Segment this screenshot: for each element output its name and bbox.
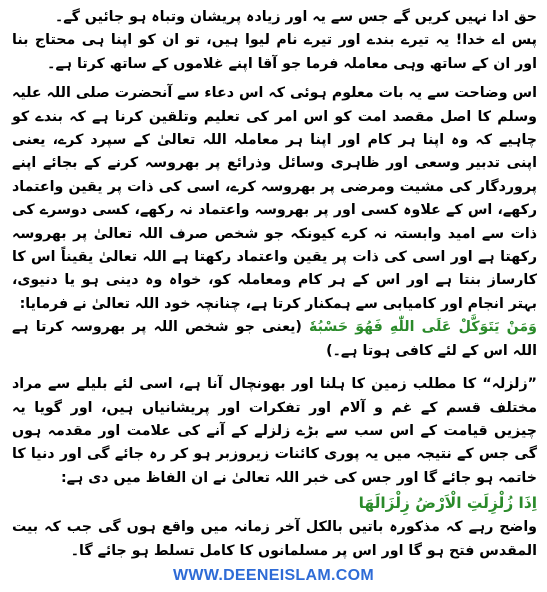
paragraph-5: واضح رہے کہ مذکورہ باتیں بالکل آخر زمانہ میں واقع ہوں گی جب کہ بیت المقدس فتح ہو گا اور اس پر مسلمانوں کا کامل تسلط ہو جائے گا۔ <box>12 519 537 559</box>
ayah-1-arabic: وَمَنْ يَتَوَكَّلْ عَلَى اللّٰهِ فَهُوَ حَسْبُهٗ <box>309 319 537 336</box>
ayah-1-block <box>12 316 537 363</box>
paragraph-1: حق ادا نہیں کریں گے جس سے یہ اور زیادہ پریشان وتباہ ہو جائیں گے۔ <box>54 9 537 25</box>
paragraph-2: پس اے خدا! یہ تیرے بندے اور تیرے نام لیوا ہیں، تو ان کو اپنا ہی محتاج بنا اور ان کے ساتھ وہی معاملہ فرما جو آقا اپنے غلاموں کے ساتھ کرتا ہے۔ <box>12 32 537 72</box>
paragraph-3: اس وضاحت سے یہ بات معلوم ہوئی کہ اس دعاء سے آنحضرت صلی اللہ علیہ وسلم کا اصل مقصد امت کو اس امر کی تعلیم وتلقین کرنا ہے کہ بندے کو چاہیے کہ وہ اپنا ہر کام اور اپنا ہر معاملہ اللہ تعالیٰ کے سپرد کرے، یعنی اپنی تدبیر وسعی اور ظاہری وسائل وذرائع پر بھروسہ کرنے کے بجائے اپنے پروردگار کی مشیت ومرضی پر بھروسہ کرے، اسی کی ذات پر یقین واعتماد رکھے، اس کے علاوہ کسی اور پر بھروسہ واعتماد نہ رکھے، کسی دوسرے کی ذات سے امید وابستہ نہ کرے کیونکہ جو شخص صرف اللہ تعالیٰ پر بھروسہ رکھتا ہے اور اسی کی ذات پر یقین واعتماد رکھتا ہے اللہ تعالیٰ یقیناً اس کا کارساز بنتا ہے اور اس کے ہر کام ومعاملہ کو، خواہ وہ دینی ہو یا دنیوی، بہتر انجام اور کامیابی سے ہمکنار کرتا ہے، چنانچہ خود اللہ تعالیٰ نے فرمایا: <box>12 85 537 312</box>
ayah-1-translation: (یعنی جو شخص اللہ پر بھروسہ کرتا ہے اللہ اس کے لئے کافی ہوتا ہے۔) <box>12 319 537 359</box>
ayah-2-arabic: اِذَا زُلْزِلَتِ الْاَرْضُ زِلْزَالَهَا <box>358 494 537 513</box>
paragraph-4: ”زلزلہ“ کا مطلب زمین کا ہلنا اور بھونچال آنا ہے، اسی لئے بلیلے سے مراد مختلف قسم کے غم و آلام اور تفکرات اور پریشانیاں ہیں، اور گویا یہ چیزیں قیامت کے اس سب سے بڑے زلزلے کے آنے کی علامت اور مقدمہ ہوں گی جس کے نتیجہ میں یہ پوری کائنات زیروزبر ہو کر رہ جائے گی اور دنیا کا خاتمہ ہو جائے گا اور جس کی خبر اللہ تعالیٰ نے ان الفاظ میں دی ہے: <box>12 376 537 486</box>
website-link[interactable]: WWW.DEENEISLAM.COM <box>173 567 374 584</box>
spacer <box>12 363 537 373</box>
